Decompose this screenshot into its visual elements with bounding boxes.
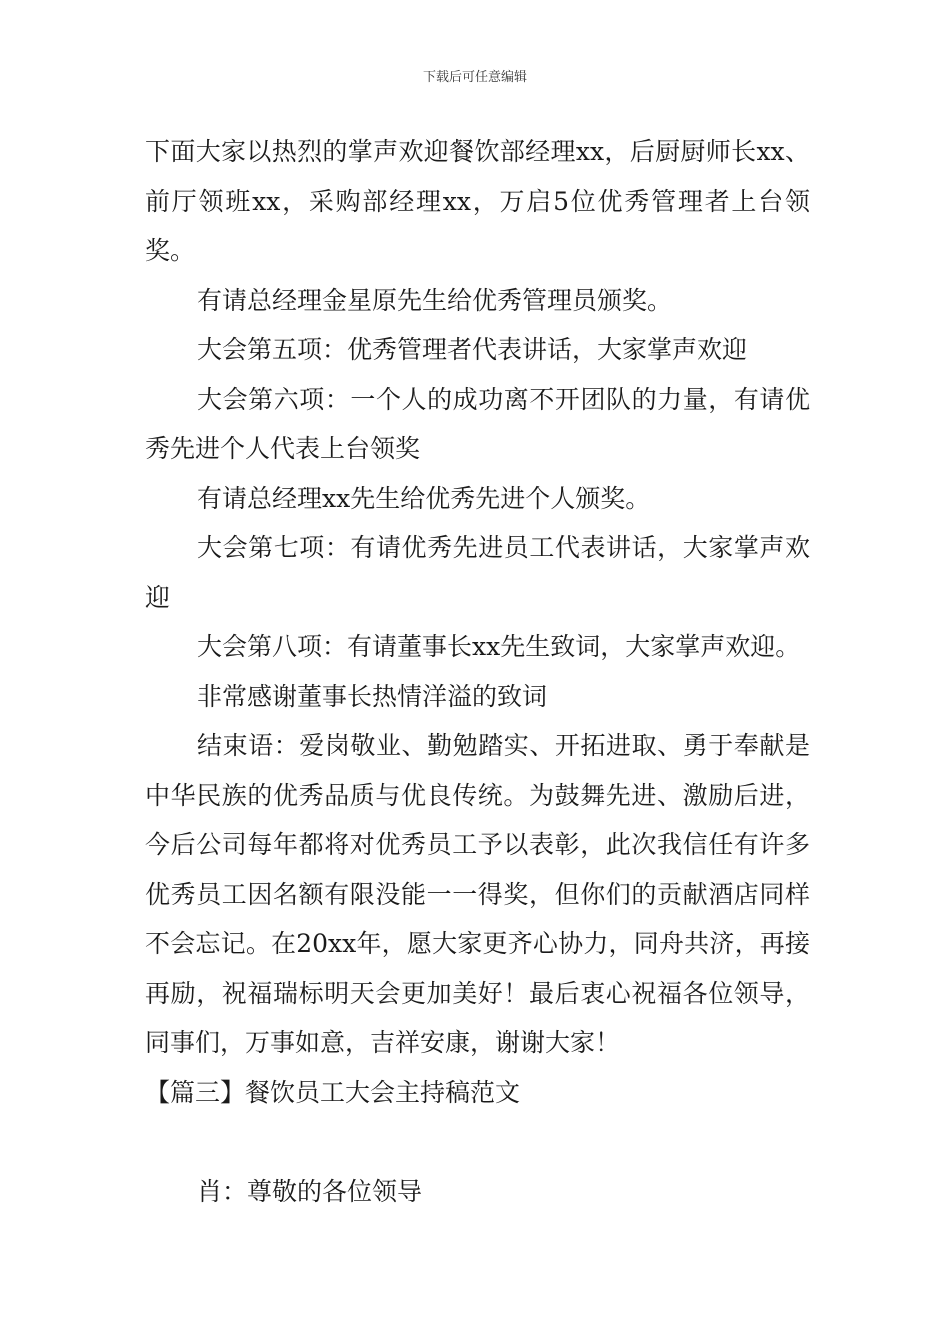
- paragraph-award-managers: 下面大家以热烈的掌声欢迎餐饮部经理xx，后厨厨师长xx、前厅领班xx，采购部经理xx，万启5位优秀管理者上台领奖。: [145, 137, 810, 265]
- document-body: [145, 127, 810, 1216]
- section-heading: 【篇三】餐饮员工大会主持稿范文: [145, 1077, 521, 1107]
- paragraph-item-seven: 大会第七项：有请优秀先进员工代表讲话，大家掌声欢迎: [145, 533, 810, 612]
- paragraph-item-six: 大会第六项：一个人的成功离不开团队的力量，有请优秀先进个人代表上台领奖: [145, 384, 810, 463]
- paragraph-opening-greeting: 肖：尊敬的各位领导: [197, 1176, 423, 1206]
- blank-line: [145, 1117, 810, 1167]
- paragraph-gm-presents-managers: 有请总经理金星原先生给优秀管理员颁奖。: [197, 285, 673, 315]
- paragraph-gm-presents-individuals: 有请总经理xx先生给优秀先进个人颁奖。: [197, 483, 651, 513]
- paragraph-item-five: 大会第五项：优秀管理者代表讲话，大家掌声欢迎: [197, 335, 748, 364]
- paragraph-closing-remarks: 结束语：爱岗敬业、勤勉踏实、开拓进取、勇于奉献是中华民族的优秀品质与优良传统。为鼓舞先进、激励后进，今后公司每年都将对优秀员工予以表彰，此次我信任有许多优秀员工因名额有限没能一一得奖，但你们的贡献酒店同样不会忘记。在20xx年，愿大家更齐心协力，同舟共济，再接再励，祝福瑞标明天会更加美好！最后衷心祝福各位领导，同事们，万事如意，吉祥安康，谢谢大家！: [145, 731, 810, 1057]
- paragraph-item-eight: 大会第八项：有请董事长xx先生致词，大家掌声欢迎。: [197, 632, 801, 661]
- paragraph-thanks-chairman: 非常感谢董事长热情洋溢的致词: [197, 681, 548, 711]
- page-header-note: 下载后可任意编辑: [422, 70, 527, 85]
